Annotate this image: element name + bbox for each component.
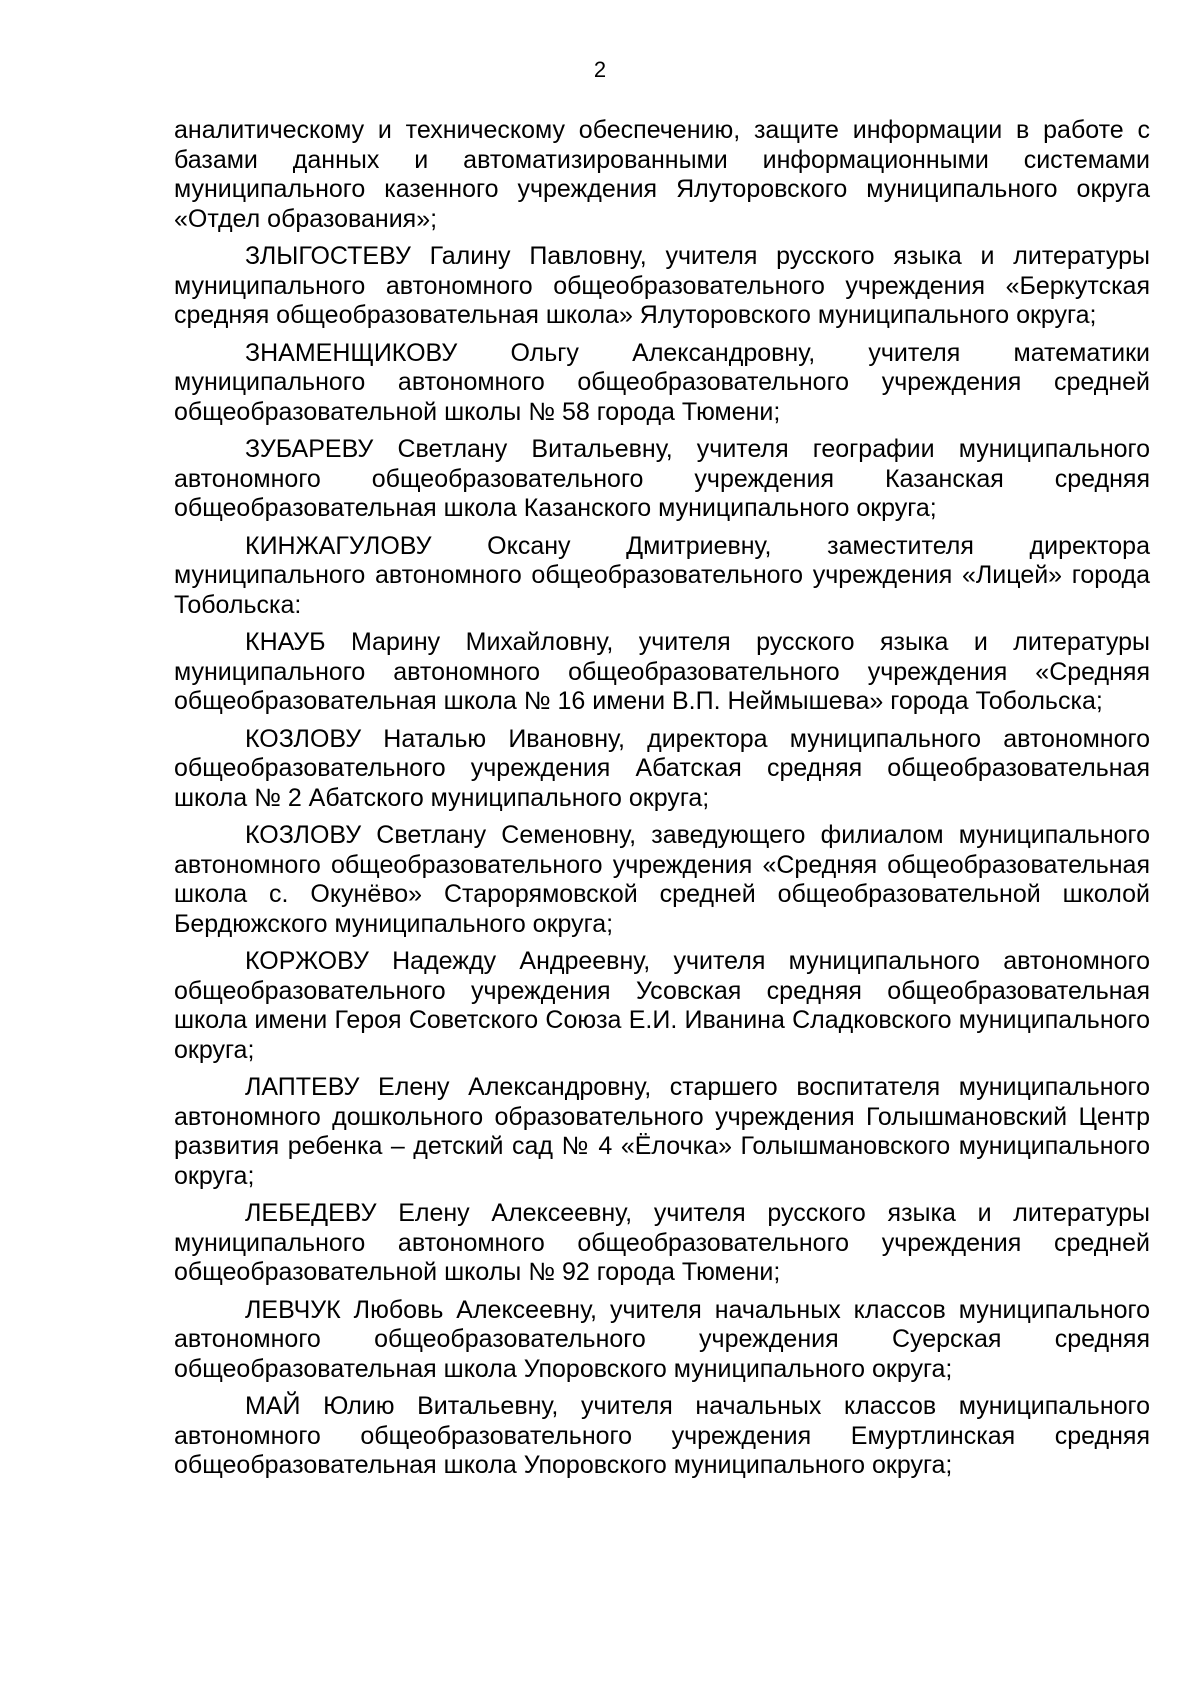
paragraph-continuation: аналитическому и техническому обеспечению, защите информации в работе с базами данных и автоматизированными информационными системами муниципального казенного учреждения Ялуторовского муниципального округа «Отдел образования»;: [174, 116, 1150, 233]
paragraph-znamenshchikova: ЗНАМЕНЩИКОВУ Ольгу Александровну, учителя математики муниципального автономного общеобразовательного учреждения средней общеобразовательной школы № 58 города Тюмени;: [174, 338, 1150, 426]
document-body: [174, 116, 1150, 1489]
paragraph-zlygosteva: ЗЛЫГОСТЕВУ Галину Павловну, учителя русского языка и литературы муниципального автономного общеобразовательного учреждения «Беркутская средняя общеобразовательная школа» Ялуторовского муниципального округа;: [174, 242, 1150, 329]
paragraph-kozlova-n: КОЗЛОВУ Наталью Ивановну, директора муниципального автономного общеобразовательного учреждения Абатская средняя общеобразовательная школа № 2 Абатского муниципального округа;: [174, 724, 1150, 812]
paragraph-lebedeva: ЛЕБЕДЕВУ Елену Алексеевну, учителя русского языка и литературы муниципального автономного общеобразовательного учреждения средней общеобразовательной школы № 92 города Тюмени;: [174, 1199, 1150, 1286]
paragraph-zubareva: ЗУБАРЕВУ Светлану Витальевну, учителя географии муниципального автономного общеобразовательного учреждения Казанская средняя общеобразовательная школа Казанского муниципального округа;: [174, 435, 1150, 522]
paragraph-korzhova: КОРЖОВУ Надежду Андреевну, учителя муниципального автономного общеобразовательного учреждения Усовская средняя общеобразовательная школа имени Героя Советского Союза Е.И. Иванина Сладковского муниципального округа;: [174, 947, 1150, 1064]
paragraph-knaub: КНАУБ Марину Михайловну, учителя русского языка и литературы муниципального автономного общеобразовательного учреждения «Средняя общеобразовательная школа № 16 имени В.П. Неймышева» города Тобольска;: [174, 628, 1150, 715]
page-number: 2: [593, 57, 607, 82]
paragraph-levchuk: ЛЕВЧУК Любовь Алексеевну, учителя начальных классов муниципального автономного общеобразовательного учреждения Суерская средняя общеобразовательная школа Упоровского муниципального округа;: [174, 1295, 1150, 1383]
paragraph-kinzhagulova: КИНЖАГУЛОВУ Оксану Дмитриевну, заместителя директора муниципального автономного общеобразовательного учреждения «Лицей» города Тобольска:: [174, 531, 1150, 619]
paragraph-lapteva: ЛАПТЕВУ Елену Александровну, старшего воспитателя муниципального автономного дошкольного образовательного учреждения Голышмановский Центр развития ребенка – детский сад № 4 «Ёлочка» Голышмановского муниципального округа;: [174, 1073, 1150, 1190]
paragraph-mai: МАЙ Юлию Витальевну, учителя начальных классов муниципального автономного общеобразовательного учреждения Емуртлинская средняя общеобразовательная школа Упоровского муниципального округа;: [174, 1392, 1150, 1479]
paragraph-kozlova-s: КОЗЛОВУ Светлану Семеновну, заведующего филиалом муниципального автономного общеобразовательного учреждения «Средняя общеобразовательная школа с. Окунёво» Старорямовской средней общеобразовательной школой Бердюжского муниципального округа;: [174, 821, 1150, 938]
